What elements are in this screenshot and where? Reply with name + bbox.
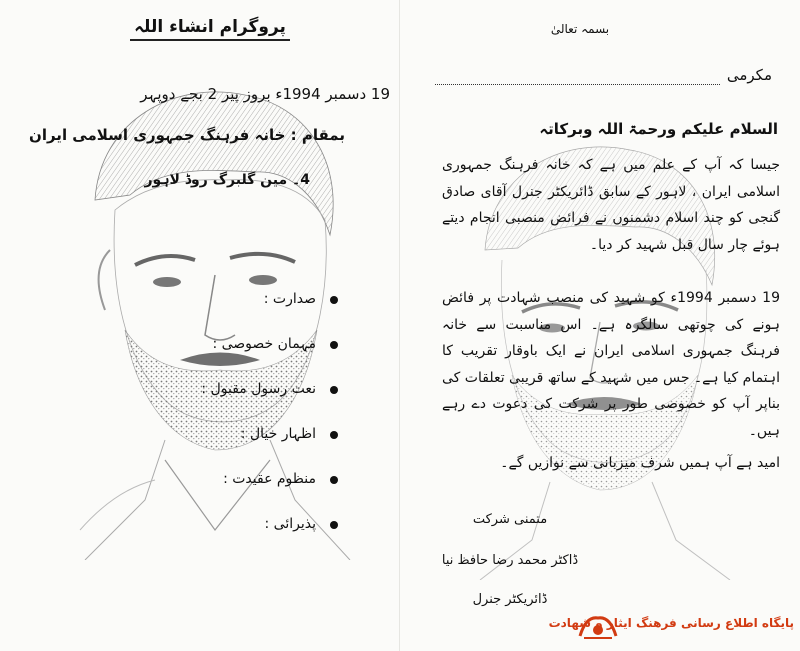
program-title: پروگرام انشاء اللہ bbox=[130, 16, 290, 41]
agenda-label: اظہار خیال : bbox=[240, 426, 316, 442]
bullet-icon bbox=[330, 476, 338, 484]
addressee-dotted-line bbox=[435, 84, 720, 85]
agenda-label: مہمان خصوصی : bbox=[212, 336, 316, 352]
list-item bbox=[200, 510, 340, 555]
invitation-page bbox=[400, 0, 800, 651]
agenda-label: نعت رسول مقبول : bbox=[201, 381, 316, 397]
signature-closing: متمنی شرکت bbox=[472, 512, 548, 527]
list-item bbox=[200, 330, 340, 375]
bismihi-heading: بسمہ تعالیٰ bbox=[550, 22, 610, 36]
watermark-text: پایگاه اطلاع رسانی فرهنگ ایثار و شهادت bbox=[548, 616, 794, 630]
agenda-label: پذیرائی : bbox=[264, 516, 316, 532]
agenda-label: منظوم عقیدت : bbox=[223, 471, 316, 487]
letter-paragraph-2: 19 دسمبر 1994ء کو شہید کی منصب شہادت پر فائض ہونے کی چوتھی سالگرہ ہے۔ اس مناسبت سے خانہ فرہنگ جمہوری اسلامی ایران نے ایک باوقار تقریب کا اہتمام کیا ہے۔ جس میں شہید کے ساتھ قریبی تعلقات کی بناپر آپ کو خصوصی طور پر شرکت کی دعوت دے رہے ہیں۔ bbox=[442, 290, 780, 439]
list-item bbox=[200, 465, 340, 510]
list-item bbox=[200, 420, 340, 465]
salutation: السلام علیکم ورحمۃ اللہ وبرکاتہ bbox=[539, 120, 778, 138]
bullet-icon bbox=[330, 341, 338, 349]
agenda-list bbox=[200, 285, 340, 555]
watermark bbox=[548, 608, 796, 644]
list-item bbox=[200, 375, 340, 420]
addressee-label: مکرمی bbox=[726, 66, 772, 84]
bullet-icon bbox=[330, 431, 338, 439]
program-address: 4۔ مین گلبرگ روڈ لاہور bbox=[144, 172, 310, 188]
program-date: 19 دسمبر 1994ء بروز پیر 2 بجے دوپہر bbox=[140, 85, 390, 103]
bullet-icon bbox=[330, 296, 338, 304]
letter-paragraph-3: امید ہے آپ ہمیں شرف میزبانی سے نوازیں گے۔ bbox=[500, 455, 780, 471]
list-item bbox=[200, 285, 340, 330]
bullet-icon bbox=[330, 386, 338, 394]
signatory-name: ڈاکٹر محمد رضا حافظ نیا bbox=[441, 553, 579, 568]
letter-paragraph-1: جیسا کہ آپ کے علم میں ہے کہ خانہ فرہنگ جمہوری اسلامی ایران ، لاہور کے سابق ڈائریکٹر جنرل آقای صادق گنجی کو چند اسلام دشمنوں نے فرائض منصبی انجام دیتے ہوئے چار سال قبل شہید کر دیا۔ bbox=[442, 157, 780, 253]
program-venue: بمقام : خانہ فرہنگ جمہوری اسلامی ایران bbox=[29, 126, 345, 144]
bullet-icon bbox=[330, 521, 338, 529]
agenda-label: صدارت : bbox=[263, 291, 316, 307]
signatory-title: ڈائریکٹر جنرل bbox=[472, 592, 548, 607]
